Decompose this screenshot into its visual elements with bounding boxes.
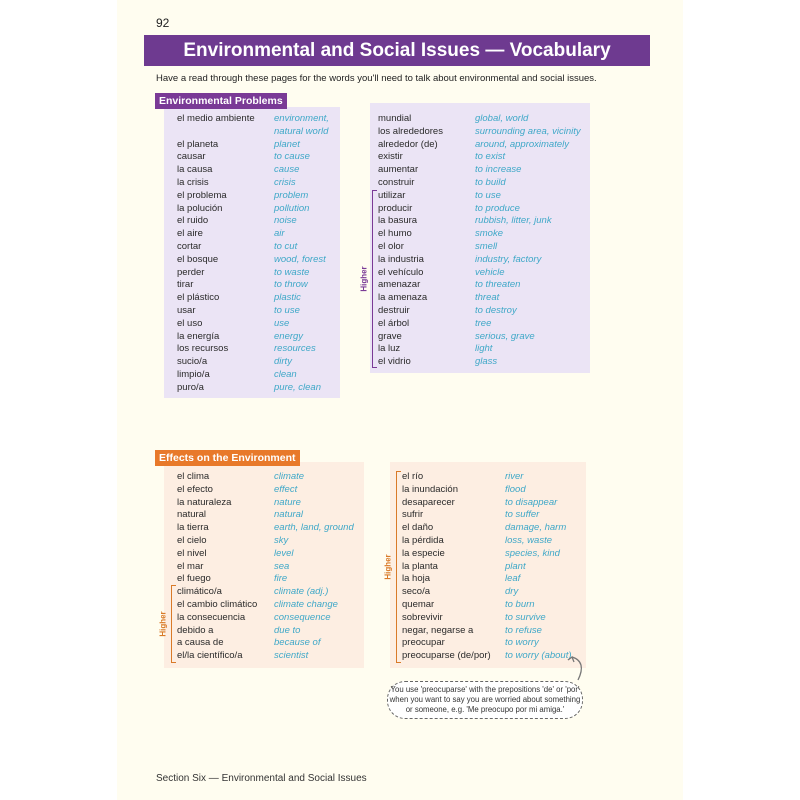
english-translation: climate (adj.) xyxy=(274,586,329,598)
spanish-term: el daño xyxy=(402,522,434,534)
arrow-icon xyxy=(560,654,590,684)
spanish-term: los alrededores xyxy=(378,125,443,137)
footer-section-title: Section Six — Environmental and Social Issues xyxy=(156,773,367,784)
spanish-term: la inundación xyxy=(402,483,458,495)
english-translation: to throw xyxy=(274,279,308,291)
english-translation: leaf xyxy=(505,573,521,585)
effects-right-list xyxy=(402,471,572,663)
english-translation: dirty xyxy=(274,356,292,368)
spanish-term: la energía xyxy=(177,330,220,342)
vocab-row xyxy=(177,164,329,177)
vocab-row xyxy=(402,573,572,586)
english-translation: climate xyxy=(274,471,305,482)
vocab-row xyxy=(177,331,329,344)
english-translation: threat xyxy=(475,292,500,304)
spanish-term: el clima xyxy=(177,471,210,482)
english-translation: vehicle xyxy=(475,266,505,278)
vocab-row xyxy=(177,612,354,625)
english-translation: rubbish, litter, junk xyxy=(475,215,552,227)
spanish-term: el nivel xyxy=(177,547,207,559)
spanish-term: el aire xyxy=(177,228,203,240)
english-translation: effect xyxy=(274,483,298,495)
spanish-term: seco/a xyxy=(402,586,430,598)
english-translation: plastic xyxy=(274,292,301,304)
english-translation: pure, clean xyxy=(274,381,322,393)
spanish-term: el medio ambiente xyxy=(177,113,255,124)
english-translation: to disappear xyxy=(505,496,558,508)
spanish-term: construir xyxy=(378,176,415,188)
spanish-term: amenazar xyxy=(378,279,421,291)
english-translation: glass xyxy=(475,356,498,368)
english-translation: environment, xyxy=(274,113,329,124)
spanish-term: aumentar xyxy=(378,164,419,176)
spanish-term: la tierra xyxy=(177,522,209,534)
spanish-term: sucio/a xyxy=(177,356,208,368)
vocab-row xyxy=(378,139,581,152)
spanish-term: el planeta xyxy=(177,138,219,150)
spanish-term: tirar xyxy=(177,279,194,291)
english-translation: problem xyxy=(274,189,309,201)
spanish-term: el árbol xyxy=(378,317,410,329)
section-heading-effects: Effects on the Environment xyxy=(155,450,300,466)
higher-marker: Higher xyxy=(366,190,378,368)
spanish-term: la pérdida xyxy=(402,534,444,546)
grammar-note: You use 'preocuparse' with the prepositions 'de' or 'por' when you want to say you are worried about something or someone, e.g. 'Me preocupo por mi amiga.' xyxy=(387,681,583,719)
english-translation: to threaten xyxy=(475,279,521,291)
english-translation: to waste xyxy=(274,266,310,278)
spanish-term: la naturaleza xyxy=(177,496,232,508)
english-translation: air xyxy=(274,228,285,240)
english-translation: to destroy xyxy=(475,304,517,316)
english-translation: fire xyxy=(274,573,288,585)
english-translation: species, kind xyxy=(505,547,560,559)
vocab-row xyxy=(177,305,329,318)
spanish-term: el cielo xyxy=(177,534,207,546)
vocab-row xyxy=(378,215,581,228)
spanish-term: el bosque xyxy=(177,253,219,265)
spanish-term: el fuego xyxy=(177,573,211,585)
english-translation: natural world xyxy=(274,125,329,137)
vocab-row xyxy=(378,164,581,177)
spanish-term: preocuparse (de/por) xyxy=(402,650,491,662)
vocab-row xyxy=(177,177,329,190)
spanish-term: el efecto xyxy=(177,483,213,495)
english-translation: sea xyxy=(274,560,290,572)
spanish-term: la planta xyxy=(402,560,438,572)
spanish-term: el mar xyxy=(177,560,204,572)
spanish-term: los recursos xyxy=(177,343,229,355)
spanish-term: la causa xyxy=(177,164,213,176)
vocab-row xyxy=(177,241,329,254)
english-translation: to worry (about) xyxy=(505,650,572,662)
english-translation: damage, harm xyxy=(505,522,567,534)
vocab-row xyxy=(177,497,354,510)
english-translation: around, approximately xyxy=(475,138,569,150)
spanish-term: el cambio climático xyxy=(177,598,258,610)
english-translation: to survive xyxy=(505,611,546,623)
higher-marker: Higher xyxy=(390,471,402,663)
spanish-term: cortar xyxy=(177,240,202,252)
vocab-row xyxy=(402,561,572,574)
vocab-row xyxy=(402,535,572,548)
spanish-term: el olor xyxy=(378,240,404,252)
vocab-row xyxy=(177,228,329,241)
english-translation: resources xyxy=(274,343,316,355)
vocab-row xyxy=(402,548,572,561)
vocab-row xyxy=(177,151,329,164)
spanish-term: preocupar xyxy=(402,637,445,649)
vocab-row xyxy=(402,650,572,663)
spanish-term: el ruido xyxy=(177,215,209,227)
english-translation: to cut xyxy=(274,240,298,252)
spanish-term: debido a xyxy=(177,624,214,636)
spanish-term: causar xyxy=(177,151,206,163)
vocab-row xyxy=(177,586,354,599)
vocab-row xyxy=(177,279,329,292)
vocab-row xyxy=(402,599,572,612)
vocab-row xyxy=(177,203,329,216)
vocab-row xyxy=(177,267,329,280)
vocab-row xyxy=(177,356,329,369)
english-translation: to produce xyxy=(475,202,520,214)
vocab-row xyxy=(402,637,572,650)
spanish-term: la amenaza xyxy=(378,292,428,304)
english-translation: plant xyxy=(505,560,526,572)
vocab-row xyxy=(177,471,354,484)
vocab-row xyxy=(378,151,581,164)
english-translation: to build xyxy=(475,176,506,188)
vocab-row xyxy=(378,331,581,344)
spanish-term: el/la científico/a xyxy=(177,650,243,662)
spanish-term: desaparecer xyxy=(402,496,455,508)
spanish-term: producir xyxy=(378,202,413,214)
vocab-row xyxy=(378,177,581,190)
spanish-term: a causa de xyxy=(177,637,224,649)
page-number: 92 xyxy=(156,16,170,30)
spanish-term: mundial xyxy=(378,113,412,124)
spanish-term: limpio/a xyxy=(177,368,210,380)
vocab-row xyxy=(177,522,354,535)
spanish-term: el plástico xyxy=(177,292,220,304)
vocab-row xyxy=(378,279,581,292)
english-translation: to use xyxy=(274,304,300,316)
vocab-row xyxy=(378,254,581,267)
vocab-row xyxy=(177,318,329,331)
english-translation: natural xyxy=(274,509,304,521)
spanish-term: perder xyxy=(177,266,205,278)
english-translation: pollution xyxy=(274,202,310,214)
page-title: Environmental and Social Issues — Vocabulary xyxy=(144,35,650,66)
english-translation: to use xyxy=(475,189,501,201)
english-translation: due to xyxy=(274,624,301,636)
english-translation: to increase xyxy=(475,164,522,176)
english-translation: scientist xyxy=(274,650,309,662)
english-translation: smell xyxy=(475,240,498,252)
vocab-row xyxy=(378,241,581,254)
spanish-term: destruir xyxy=(378,304,410,316)
spanish-term: la industria xyxy=(378,253,424,265)
english-translation: global, world xyxy=(475,113,529,124)
spanish-term: usar xyxy=(177,304,196,316)
english-translation: to burn xyxy=(505,598,535,610)
vocab-row xyxy=(402,522,572,535)
spanish-term: la hoja xyxy=(402,573,430,585)
english-translation: planet xyxy=(274,138,300,150)
vocab-row xyxy=(177,126,329,139)
vocab-row xyxy=(402,497,572,510)
spanish-term: la basura xyxy=(378,215,418,227)
english-translation: river xyxy=(505,471,524,482)
env-problems-left-list xyxy=(177,113,329,395)
english-translation: climate change xyxy=(274,598,338,610)
vocab-row xyxy=(402,586,572,599)
vocab-row xyxy=(378,228,581,241)
english-translation: smoke xyxy=(475,228,503,240)
vocab-row xyxy=(378,318,581,331)
spanish-term: el problema xyxy=(177,189,227,201)
spanish-term: el río xyxy=(402,471,424,482)
vocab-row xyxy=(378,292,581,305)
english-translation: consequence xyxy=(274,611,331,623)
vocab-row xyxy=(177,509,354,522)
vocab-row xyxy=(177,625,354,638)
english-translation: serious, grave xyxy=(475,330,535,342)
section-heading-environmental-problems: Environmental Problems xyxy=(155,93,287,109)
effects-left-list xyxy=(177,471,354,663)
english-translation: to cause xyxy=(274,151,310,163)
vocab-row xyxy=(177,254,329,267)
english-translation: earth, land, ground xyxy=(274,522,354,534)
vocab-row xyxy=(177,190,329,203)
vocab-row xyxy=(402,471,572,484)
vocab-row xyxy=(177,548,354,561)
vocab-row xyxy=(177,599,354,612)
spanish-term: quemar xyxy=(402,598,435,610)
intro-text: Have a read through these pages for the words you'll need to talk about environmental and social issues. xyxy=(156,73,597,84)
english-translation: wood, forest xyxy=(274,253,326,265)
english-translation: clean xyxy=(274,368,297,380)
english-translation: tree xyxy=(475,317,492,329)
english-translation: surrounding area, vicinity xyxy=(475,125,581,137)
spanish-term: grave xyxy=(378,330,402,342)
vocab-row xyxy=(402,509,572,522)
higher-marker: Higher xyxy=(165,585,177,663)
spanish-term: puro/a xyxy=(177,381,204,393)
vocab-row xyxy=(378,203,581,216)
spanish-term: alrededor (de) xyxy=(378,138,438,150)
english-translation: energy xyxy=(274,330,304,342)
vocab-row xyxy=(177,535,354,548)
spanish-term: el humo xyxy=(378,228,412,240)
spanish-term: la polución xyxy=(177,202,223,214)
english-translation: cause xyxy=(274,164,300,176)
english-translation: loss, waste xyxy=(505,534,552,546)
vocab-row xyxy=(177,113,329,126)
english-translation: nature xyxy=(274,496,301,508)
spanish-term: sobrevivir xyxy=(402,611,443,623)
vocab-row xyxy=(177,573,354,586)
english-translation: industry, factory xyxy=(475,253,542,265)
vocab-row xyxy=(177,637,354,650)
spanish-term: la crisis xyxy=(177,176,209,188)
spanish-term: utilizar xyxy=(378,189,406,201)
vocab-row xyxy=(378,113,581,126)
vocab-row xyxy=(177,369,329,382)
english-translation: use xyxy=(274,317,290,329)
english-translation: sky xyxy=(274,534,289,546)
vocab-row xyxy=(402,612,572,625)
spanish-term: la especie xyxy=(402,547,445,559)
spanish-term: climático/a xyxy=(177,586,222,598)
english-translation: to refuse xyxy=(505,624,542,636)
spanish-term: negar, negarse a xyxy=(402,624,474,636)
english-translation: crisis xyxy=(274,176,296,188)
spanish-term: sufrir xyxy=(402,509,424,521)
english-translation: noise xyxy=(274,215,297,227)
vocab-row xyxy=(378,126,581,139)
vocab-row xyxy=(378,343,581,356)
english-translation: level xyxy=(274,547,294,559)
english-translation: dry xyxy=(505,586,519,598)
env-problems-right-list xyxy=(378,113,581,369)
vocab-row xyxy=(177,343,329,356)
spanish-term: natural xyxy=(177,509,207,521)
vocab-row xyxy=(378,356,581,369)
spanish-term: el vidrio xyxy=(378,356,411,368)
spanish-term: el uso xyxy=(177,317,203,329)
spanish-term: la luz xyxy=(378,343,401,355)
vocab-row xyxy=(177,382,329,395)
spanish-term xyxy=(177,126,274,139)
vocab-row xyxy=(177,484,354,497)
vocab-row xyxy=(402,484,572,497)
english-translation: flood xyxy=(505,483,526,495)
english-translation: to exist xyxy=(475,151,506,163)
vocab-row xyxy=(378,190,581,203)
spanish-term: existir xyxy=(378,151,403,163)
english-translation: to suffer xyxy=(505,509,540,521)
vocab-row xyxy=(177,650,354,663)
vocab-row xyxy=(177,292,329,305)
english-translation: to worry xyxy=(505,637,539,649)
spanish-term: la consecuencia xyxy=(177,611,246,623)
vocab-row xyxy=(402,625,572,638)
spanish-term: el vehículo xyxy=(378,266,424,278)
english-translation: light xyxy=(475,343,493,355)
vocab-row xyxy=(177,215,329,228)
vocab-row xyxy=(177,561,354,574)
vocab-row xyxy=(378,267,581,280)
vocab-row xyxy=(177,139,329,152)
vocab-row xyxy=(378,305,581,318)
english-translation: because of xyxy=(274,637,321,649)
